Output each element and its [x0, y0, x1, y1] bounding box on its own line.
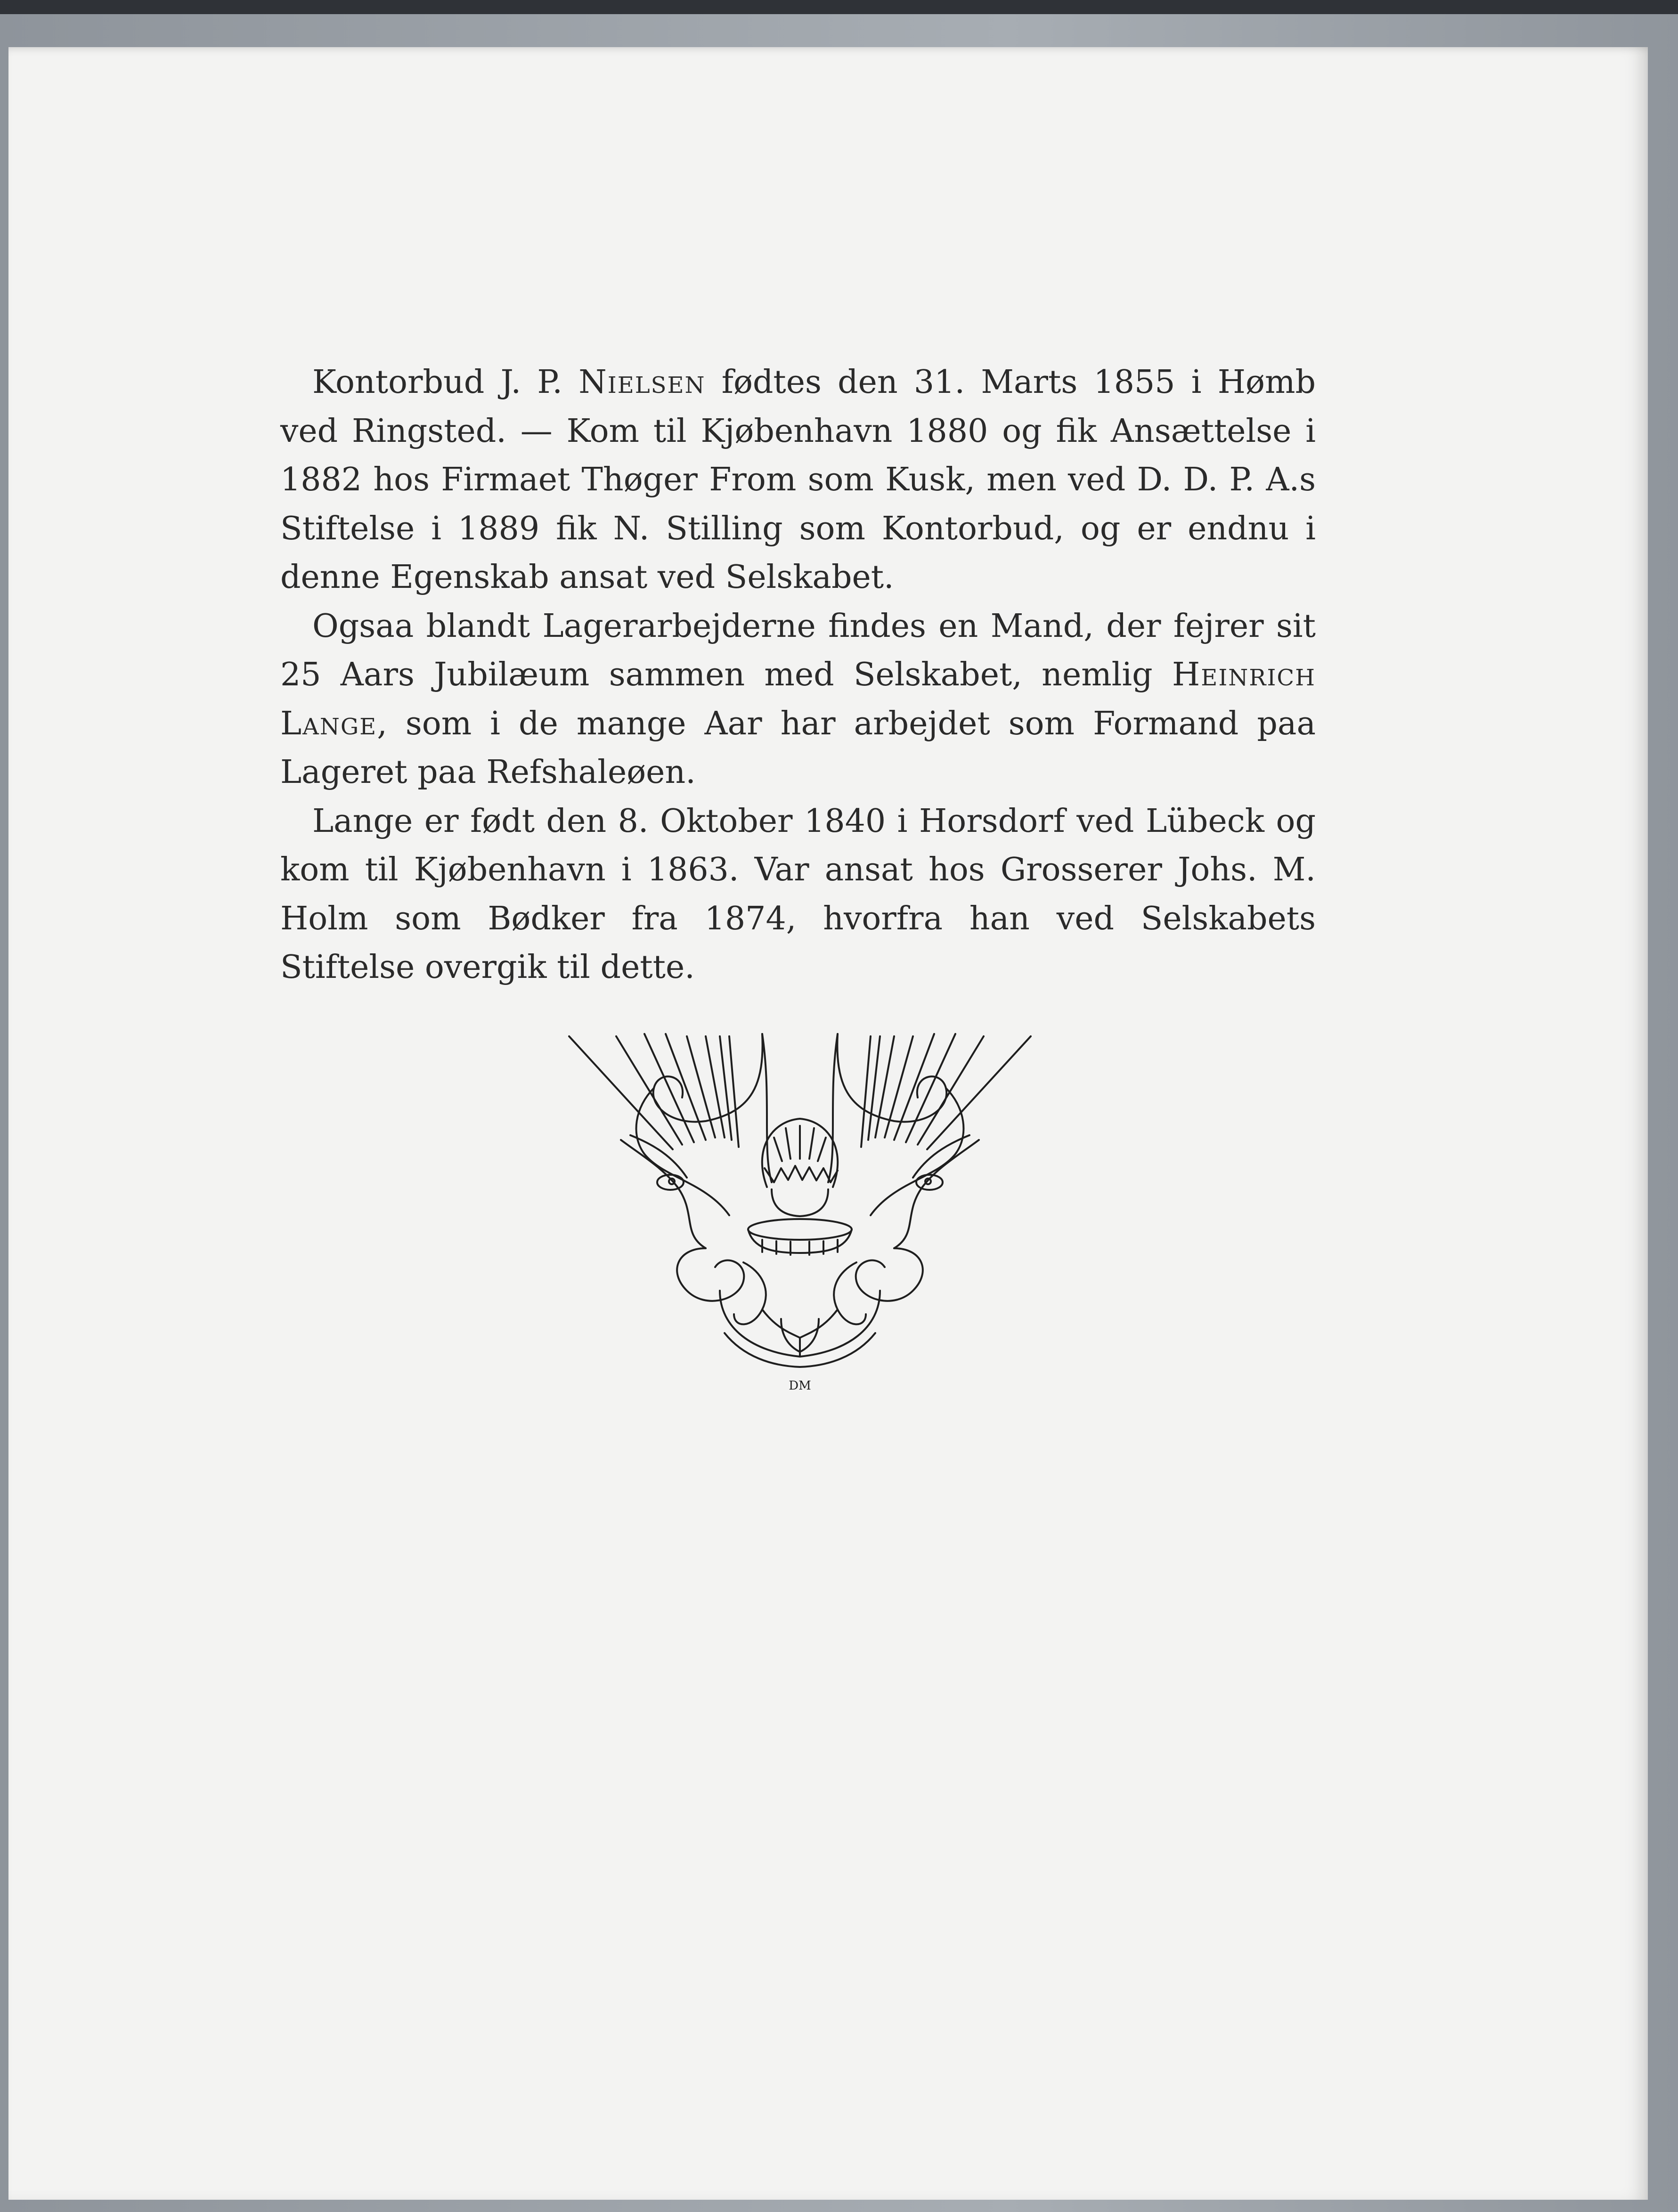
paragraph-1-lead: Kontorbud J. P. — [312, 364, 579, 401]
person-name-nielsen: Nielsen — [578, 364, 706, 401]
paragraph-3-text: Lange er født den 8. Oktober 1840 i Horsdorf ved Lübeck og kom til Kjøbenhavn i 1863. Var ansat hos Grosserer Johs. M. Holm som Bødker fra 1874, hvorfra han ved Selskabets Stiftelse overgik til dette. — [280, 802, 1316, 986]
paragraph-lange-bio — [280, 797, 1316, 992]
vignette-signature: DM — [789, 1379, 811, 1393]
paragraph-1-rest: fødtes den 31. Marts 1855 i Hømb ved Ringsted. — Kom til Kjøbenhavn 1880 og fik Ansættelse i 1882 hos Firmaet Thøger From som Kusk, men ved D. D. P. A.s Stiftelse i 1889 fik N. Stilling som Kontorbud, og er endnu i denne Egenskab ansat ved Selskabet. — [280, 364, 1316, 596]
book-page — [8, 47, 1648, 2200]
paragraph-nielsen — [280, 358, 1316, 602]
paragraph-2-lead: Ogsaa blandt Lagerarbejderne findes en Mand, der fejrer sit 25 Aars Jubilæum sammen med Selskabet, nemlig — [280, 607, 1316, 693]
paragraph-lange-intro — [280, 602, 1316, 797]
body-text — [280, 358, 1316, 992]
paragraph-2-rest: , som i de mange Aar har arbejdet som Formand paa Lageret paa Refshaleøen. — [280, 705, 1316, 791]
person-name-lange: Heinrich Lange — [280, 656, 1316, 742]
ornamental-vignette-icon — [564, 1027, 1035, 1394]
